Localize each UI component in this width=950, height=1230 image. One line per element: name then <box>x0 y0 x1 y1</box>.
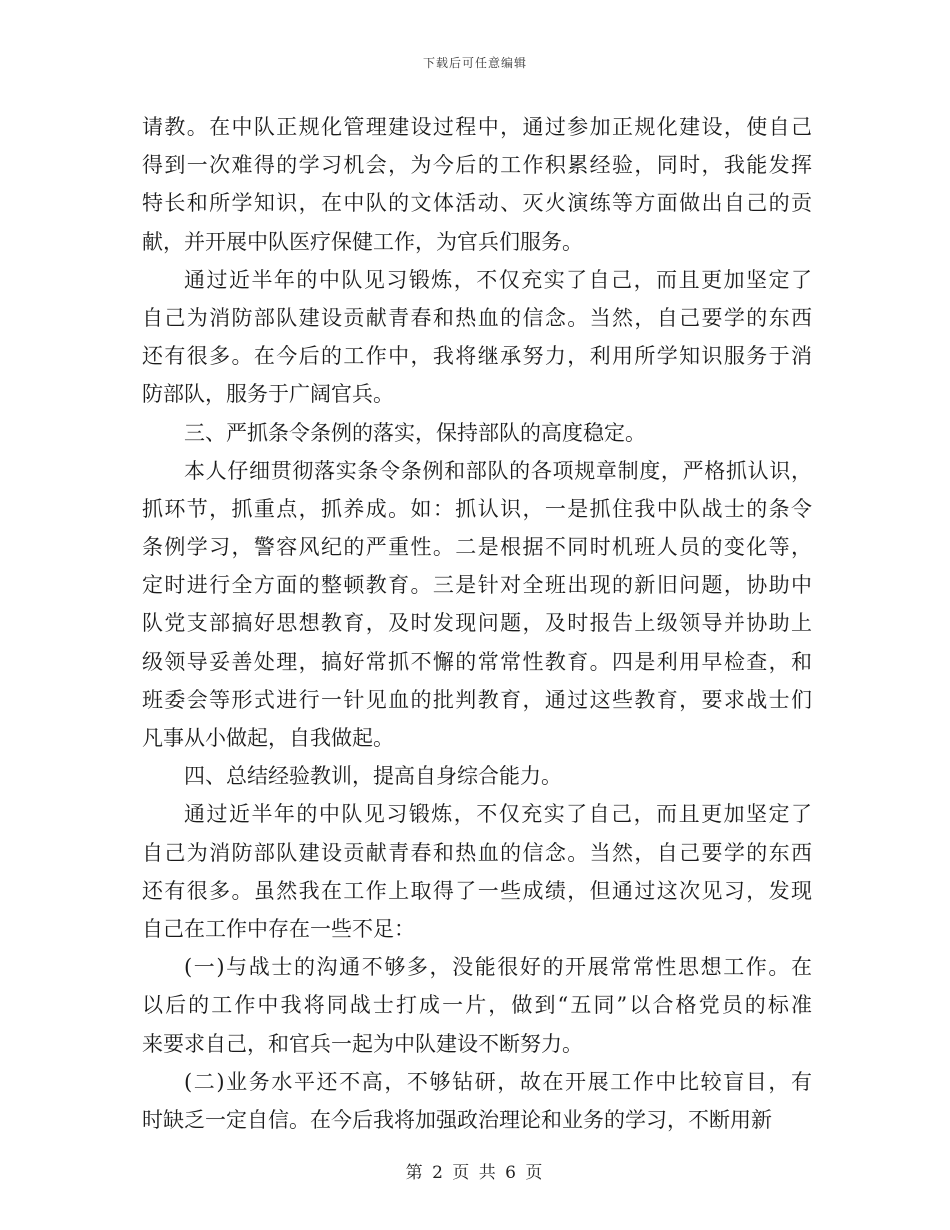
text-line: 自己为消防部队建设贡献青春和热血的信念。当然，自己要学的东西 <box>142 840 812 865</box>
text-line: 得到一次难得的学习机会，为今后的工作积累经验，同时，我能发挥 <box>142 153 812 178</box>
text-line: 凡事从小做起，自我做起。 <box>142 726 394 750</box>
text-line: 条例学习，警容风纪的严重性。二是根据不同时机班人员的变化等， <box>142 535 812 560</box>
text-line: 抓环节，抓重点，抓养成。如：抓认识，一是抓住我中队战士的条令 <box>142 496 812 521</box>
document-body <box>142 108 812 1139</box>
text-line: 献，并开展中队医疗保健工作，为官兵们服务。 <box>142 229 583 254</box>
text-line: 级领导妥善处理，搞好常抓不懈的常常性教育。四是利用早检查，和 <box>142 649 812 674</box>
text-line: 特长和所学知识，在中队的文体活动、灭火演练等方面做出自己的贡 <box>142 191 812 216</box>
text-line: (一)与战士的沟通不够多，没能很好的开展常常性思想工作。在 <box>184 955 812 980</box>
text-line: 还有很多。虽然我在工作上取得了一些成绩，但通过这次见习，发现 <box>142 878 812 903</box>
text-line: 三、严抓条令条例的落实，保持部队的高度稳定。 <box>184 420 646 445</box>
text-line: 自己为消防部队建设贡献青春和热血的信念。当然，自己要学的东西 <box>142 305 812 330</box>
text-line: 四、总结经验教训，提高自身综合能力。 <box>184 764 562 789</box>
text-line: 请教。在中队正规化管理建设过程中，通过参加正规化建设，使自己 <box>142 115 812 139</box>
page-number-footer: 第 2 页 共 6 页 <box>405 1163 545 1183</box>
text-line: 以后的工作中我将同战士打成一片，做到“五同”以合格党员的标准 <box>142 993 812 1018</box>
text-line: 队党支部搞好思想教育，及时发现问题，及时报告上级领导并协助上 <box>142 611 812 636</box>
text-line: 通过近半年的中队见习锻炼，不仅充实了自己，而且更加坚定了 <box>184 267 812 292</box>
text-line: 定时进行全方面的整顿教育。三是针对全班出现的新旧问题，协助中 <box>142 573 812 598</box>
page-header-note: 下载后可任意编辑 <box>422 56 527 70</box>
text-line: 本人仔细贯彻落实条令条例和部队的各项规章制度，严格抓认识， <box>184 458 812 483</box>
text-line: 来要求自己，和官兵一起为中队建设不断努力。 <box>142 1031 583 1056</box>
text-line: 防部队，服务于广阔官兵。 <box>142 382 394 407</box>
text-line: 时缺乏一定自信。在今后我将加强政治理论和业务的学习，不断用新 <box>142 1107 772 1132</box>
text-line: 自己在工作中存在一些不足： <box>142 916 415 941</box>
text-line: 还有很多。在今后的工作中，我将继承努力，利用所学知识服务于消 <box>142 344 812 369</box>
text-line: (二)业务水平还不高，不够钻研，故在开展工作中比较盲目，有 <box>184 1069 812 1094</box>
text-line: 通过近半年的中队见习锻炼，不仅充实了自己，而且更加坚定了 <box>184 802 812 827</box>
text-line: 班委会等形式进行一针见血的批判教育，通过这些教育，要求战士们 <box>142 687 812 712</box>
